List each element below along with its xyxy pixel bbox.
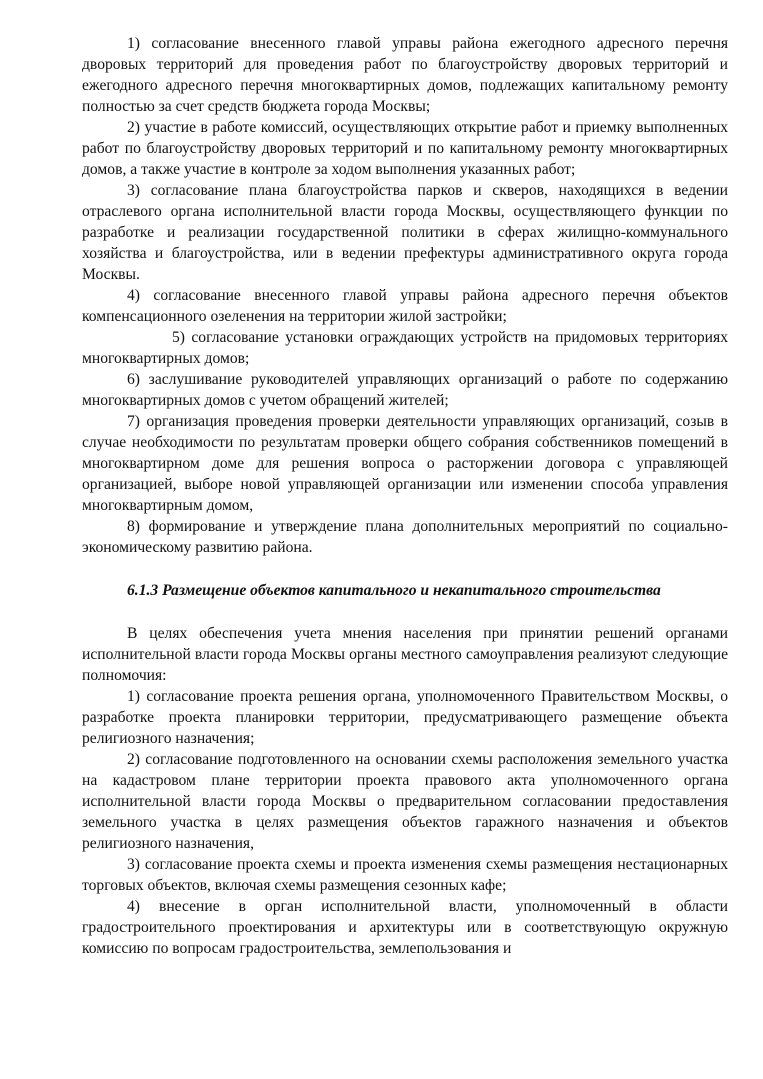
list-item-5: 5) согласование установки ограждающих устройств на придомовых территориях многоквартирных домов; (82, 329, 728, 367)
list-item-b3: 3) согласование проекта схемы и проекта изменения схемы размещения нестационарных торговых объектов, включая схемы размещения сезонных кафе; (82, 856, 728, 894)
list-item-b4: 4) внесение в орган исполнительной власти, уполномоченный в области градостроительного проектирования и архитектуры или в соответствующую окружную комиссию по вопросам градостроительства, землепользования и (82, 898, 728, 957)
list-item-6: 6) заслушивание руководителей управляющих организаций о работе по содержанию многоквартирных домов с учетом обращений жителей; (82, 371, 728, 409)
list-item-3: 3) согласование плана благоустройства парков и скверов, находящихся в ведении отраслевого органа исполнительной власти города Москвы, осуществляющего функции по разработке и реализации государственной политики в сферах жилищно-коммунального хозяйства и благоустройства, или в ведении префектуры административного округа города Москвы. (82, 182, 728, 283)
list-item-4: 4) согласование внесенного главой управы района адресного перечня объектов компенсационного озеленения на территории жилой застройки; (82, 287, 728, 325)
section-heading: 6.1.3 Размещение объектов капитального и некапитального строительства (127, 582, 661, 599)
list-item-b2: 2) согласование подготовленного на основании схемы расположения земельного участка на кадастровом плане территории проекта правового акта уполномоченного органа исполнительной власти города Москвы о предварительном согласовании предоставления земельного участка в целях размещения объектов гаражного назначения и объектов религиозного назначения, (82, 751, 728, 852)
list-item-7: 7) организация проведения проверки деятельности управляющих организаций, созыв в случае необходимости по результатам проверки общего собрания собственников помещений в многоквартирном доме для решения вопроса о расторжении договора с управляющей организацией, выборе новой управляющей организации или изменении способа управления многоквартирным домом, (82, 413, 728, 514)
list-item-2: 2) участие в работе комиссий, осуществляющих открытие работ и приемку выполненных работ по благоустройству дворовых территорий и по капитальному ремонту многоквартирных домов, а также участие в контроле за ходом выполнения указанных работ; (82, 119, 728, 178)
list-item-b1: 1) согласование проекта решения органа, уполномоченного Правительством Москвы, о разработке проекта планировки территории, предусматривающего размещение объекта религиозного назначения; (82, 688, 728, 747)
document-body (82, 33, 728, 959)
section-intro: В целях обеспечения учета мнения населения при принятии решений органами исполнительной власти города Москвы органы местного самоуправления реализуют следующие полномочия: (82, 625, 728, 684)
list-item-8: 8) формирование и утверждение плана дополнительных мероприятий по социально-экономическому развитию района. (82, 518, 728, 556)
heading-spacer (82, 601, 728, 623)
list-item-1: 1) согласование внесенного главой управы района ежегодного адресного перечня дворовых территорий для проведения работ по благоустройству дворовых территорий и ежегодного адресного перечня многоквартирных домов, подлежащих капитальному ремонту полностью за счет средств бюджета города Москвы; (82, 35, 728, 115)
